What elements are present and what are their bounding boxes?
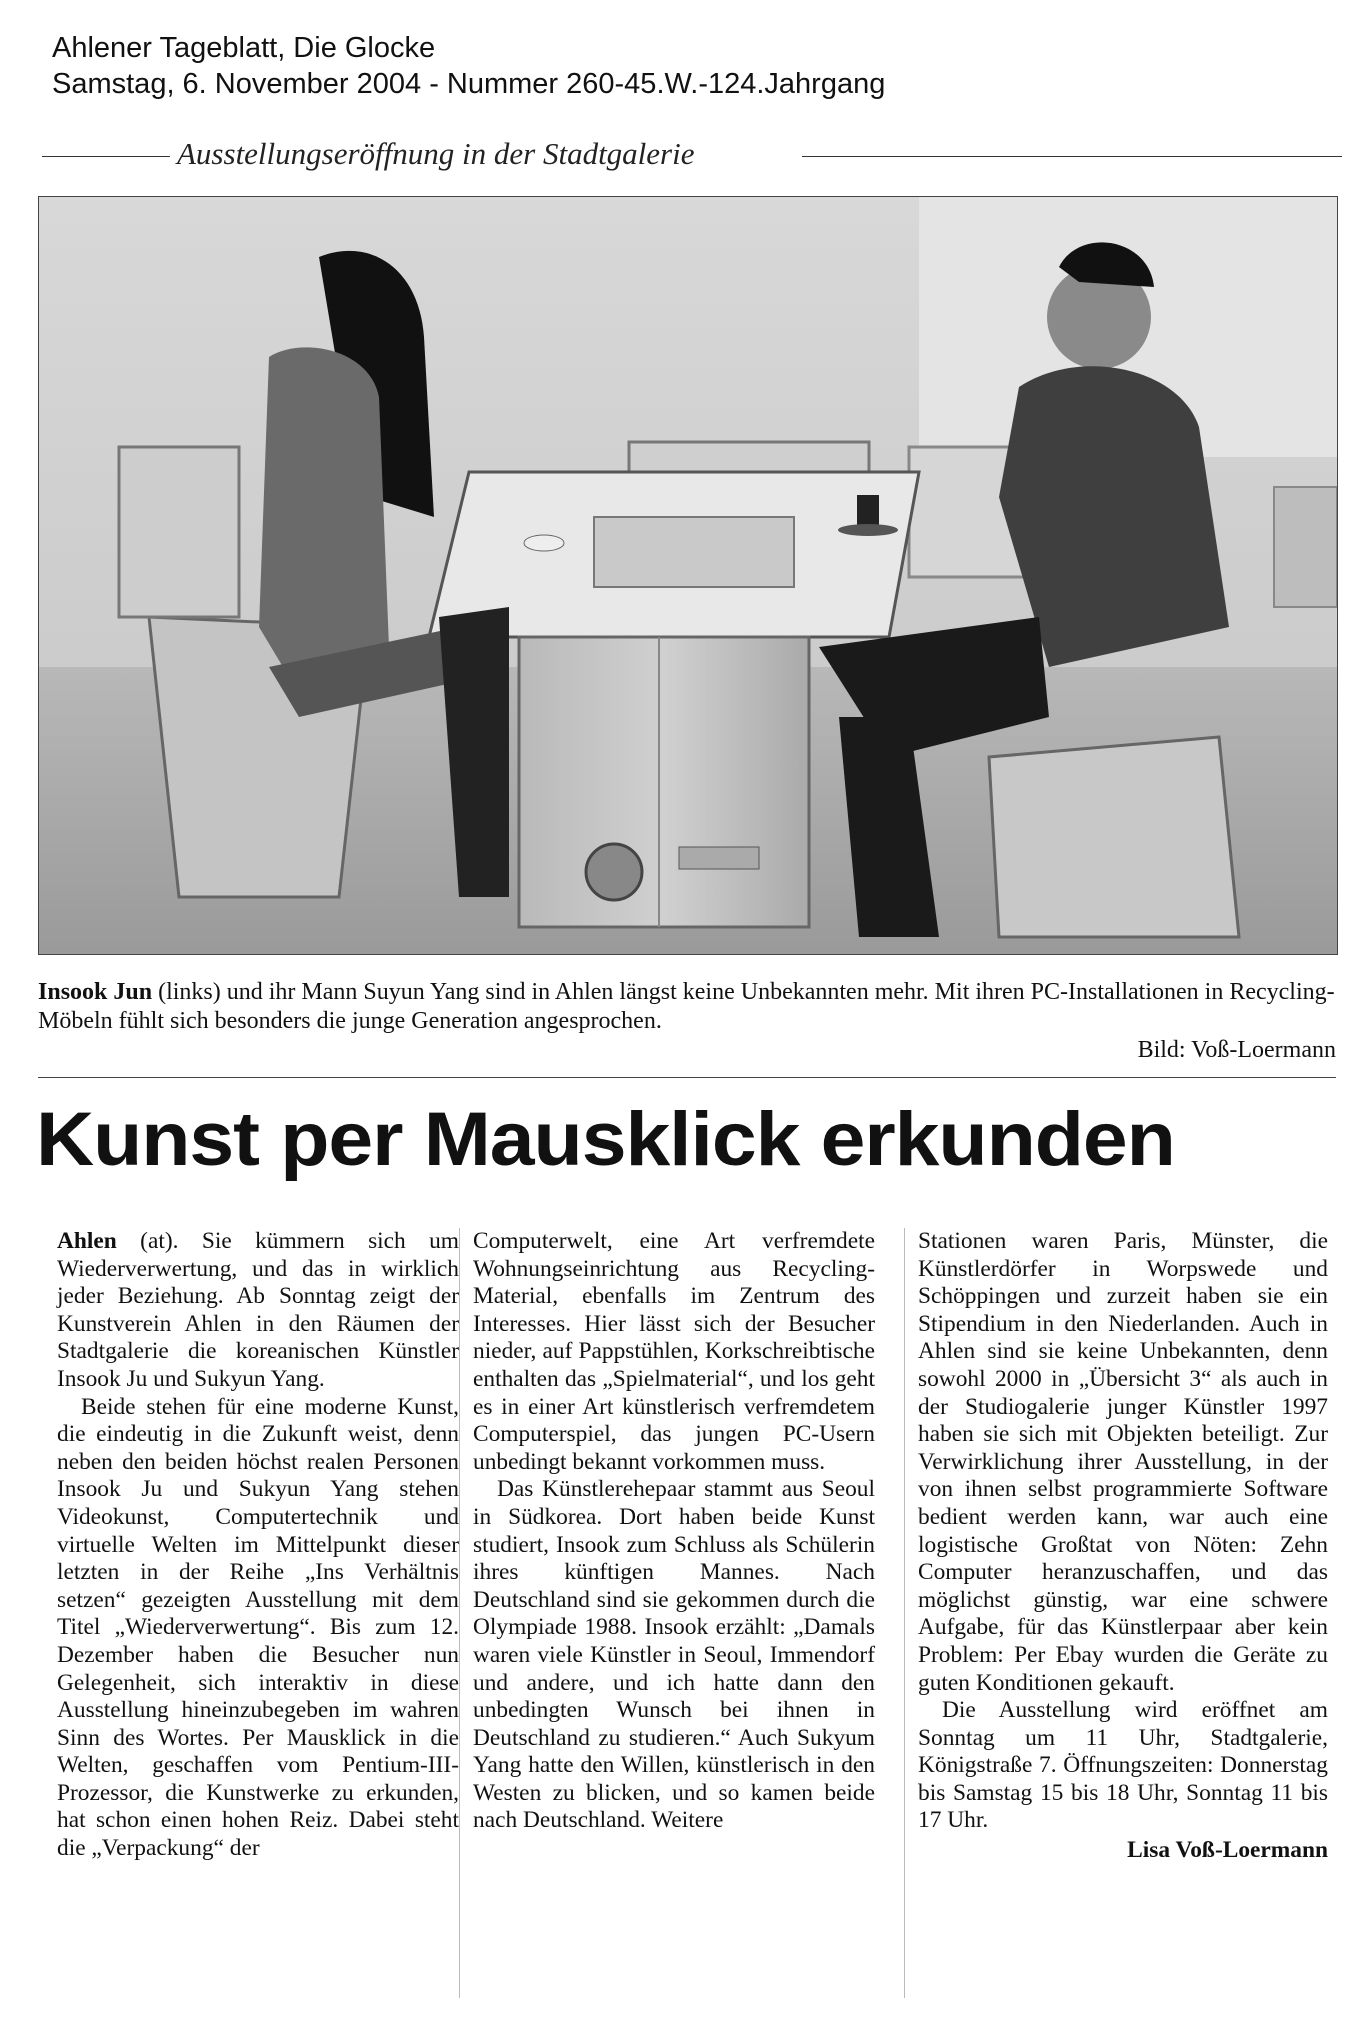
article-paragraph: Beide stehen für eine moderne Kunst, die eindeutig in die Zukunft weist, denn neben den beiden höchst realen Personen Insook Ju und Sukyun Yang stehen Videokunst, Computertechnik und virtuelle Welten im Mittelpunkt dieser letzten in der Reihe „Ins Verhältnis setzen“ gezeigten Ausstellung mit dem Titel „Wiederverwertung“. Bis zum 12. Dezember haben die Besucher nun Gelegenheit, sich interaktiv in diese Ausstellung hineinzubegeben im wahren Sinn des Wortes. Per Mausklick in die Welten, geschaffen vom Pentium-III-Prozessor, die Kunstwerke zu erkunden, hat schon einen hohen Reiz. Dabei steht die „Verpackung“ der [57,1393,459,1862]
photo-exhibition-icon [39,197,1337,954]
column-divider [904,1228,905,1998]
section-rule-left [42,156,170,157]
article-paragraph: Die Ausstellung wird eröffnet am Sonntag um 11 Uhr, Stadtgalerie, Königstraße 7. Öffnungszeiten: Donnerstag bis Samstag 15 bis 18 Uhr, Sonntag 11 bis 17 Uhr. [918,1697,1328,1834]
section-title: Ausstellungseröffnung in der Stadtgalerie [177,136,695,171]
article-column-2 [473,1228,875,1835]
article-column-3 [918,1228,1328,1865]
article-text: (at). Sie kümmern sich um Wiederverwertung, und das in wirklich jeder Beziehung. Ab Sonntag zeigt der Kunstverein Ahlen in den Räumen der Stadtgalerie die koreanischen Künstler Insook Ju und Sukyun Yang. [57,1228,459,1392]
article-photo [38,196,1338,955]
caption-body [38,978,1336,1036]
headline: Kunst per Mausklick erkunden [36,1097,1175,1182]
publication-name: Ahlener Tageblatt, Die Glocke [52,32,436,64]
author-byline: Lisa Voß-Loermann [1127,1837,1328,1864]
caption-text: (links) und ihr Mann Suyun Yang sind in Ahlen längst keine Unbekannten mehr. Mit ihren PC-Installationen in Recycling-Möbeln fühlt sich besonders die junge Generation angesprochen. [38,979,1335,1034]
article-column-1 [57,1228,459,1863]
divider [38,1077,1336,1078]
photo-credit: Bild: Voß-Loermann [1137,1037,1336,1063]
dateline: Ahlen [57,1228,117,1254]
publication-issue: Samstag, 6. November 2004 - Nummer 260-45.W.-124.Jahrgang [52,68,886,100]
article-paragraph [57,1228,459,1394]
article-paragraph: Stationen waren Paris, Münster, die Künstlerdörfer in Worpswede und Schöppingen und zurzeit haben sie ein Stipendium in den Niederlanden. Auch in Ahlen sind sie keine Unbekannten, denn sowohl 2000 in „Übersicht 3“ als auch in der Studiogalerie junger Künstler 1997 haben sie sich mit Objekten beteiligt. Zur Verwirklichung ihrer Ausstellung, in der von ihnen selbst programmierte Software bedient werden kann, war auch eine logistische Großtat von Nöten: Zehn Computer heranzuschaffen, und das möglichst günstig, war eine schwere Aufgabe, für das Künstlerpaar aber kein Problem: Per Ebay wurden die Geräte zu guten Konditionen gekauft. [918,1228,1328,1696]
publication-header [52,30,885,102]
photo-caption [38,978,1336,1065]
section-rule-right [802,156,1342,157]
article-paragraph: Computerwelt, eine Art verfremdete Wohnungseinrichtung aus Recycling-Material, ebenfalls im Zentrum des Interesses. Hier lässt sich der Besucher nieder, auf Pappstühlen, Korkschreibtische enthalten das „Spielmaterial“, und los geht es in einer Art künstlerisch verfremdetem Computerspiel, das jungen PC-Usern unbedingt bekannt vorkommen muss. [473,1228,875,1475]
caption-name: Insook Jun [38,979,153,1005]
column-divider [459,1228,460,1998]
article-paragraph: Das Künstlerehepaar stammt aus Seoul in Südkorea. Dort haben beide Kunst studiert, Insook zum Schluss als Schülerin ihres künftigen Mannes. Nach Deutschland sind sie gekommen durch die Olympiade 1988. Insook erzählt: „Damals waren viele Künstler in Seoul, Immendorf und andere, und ich hatte dann den unbedingten Wunsch bei ihnen in Deutschland zu studieren.“ Auch Sukyum Yang hatte den Willen, künstlerisch in den Westen zu blicken, und so kamen beide nach Deutschland. Weitere [473,1476,875,1834]
section-header [42,136,1342,176]
